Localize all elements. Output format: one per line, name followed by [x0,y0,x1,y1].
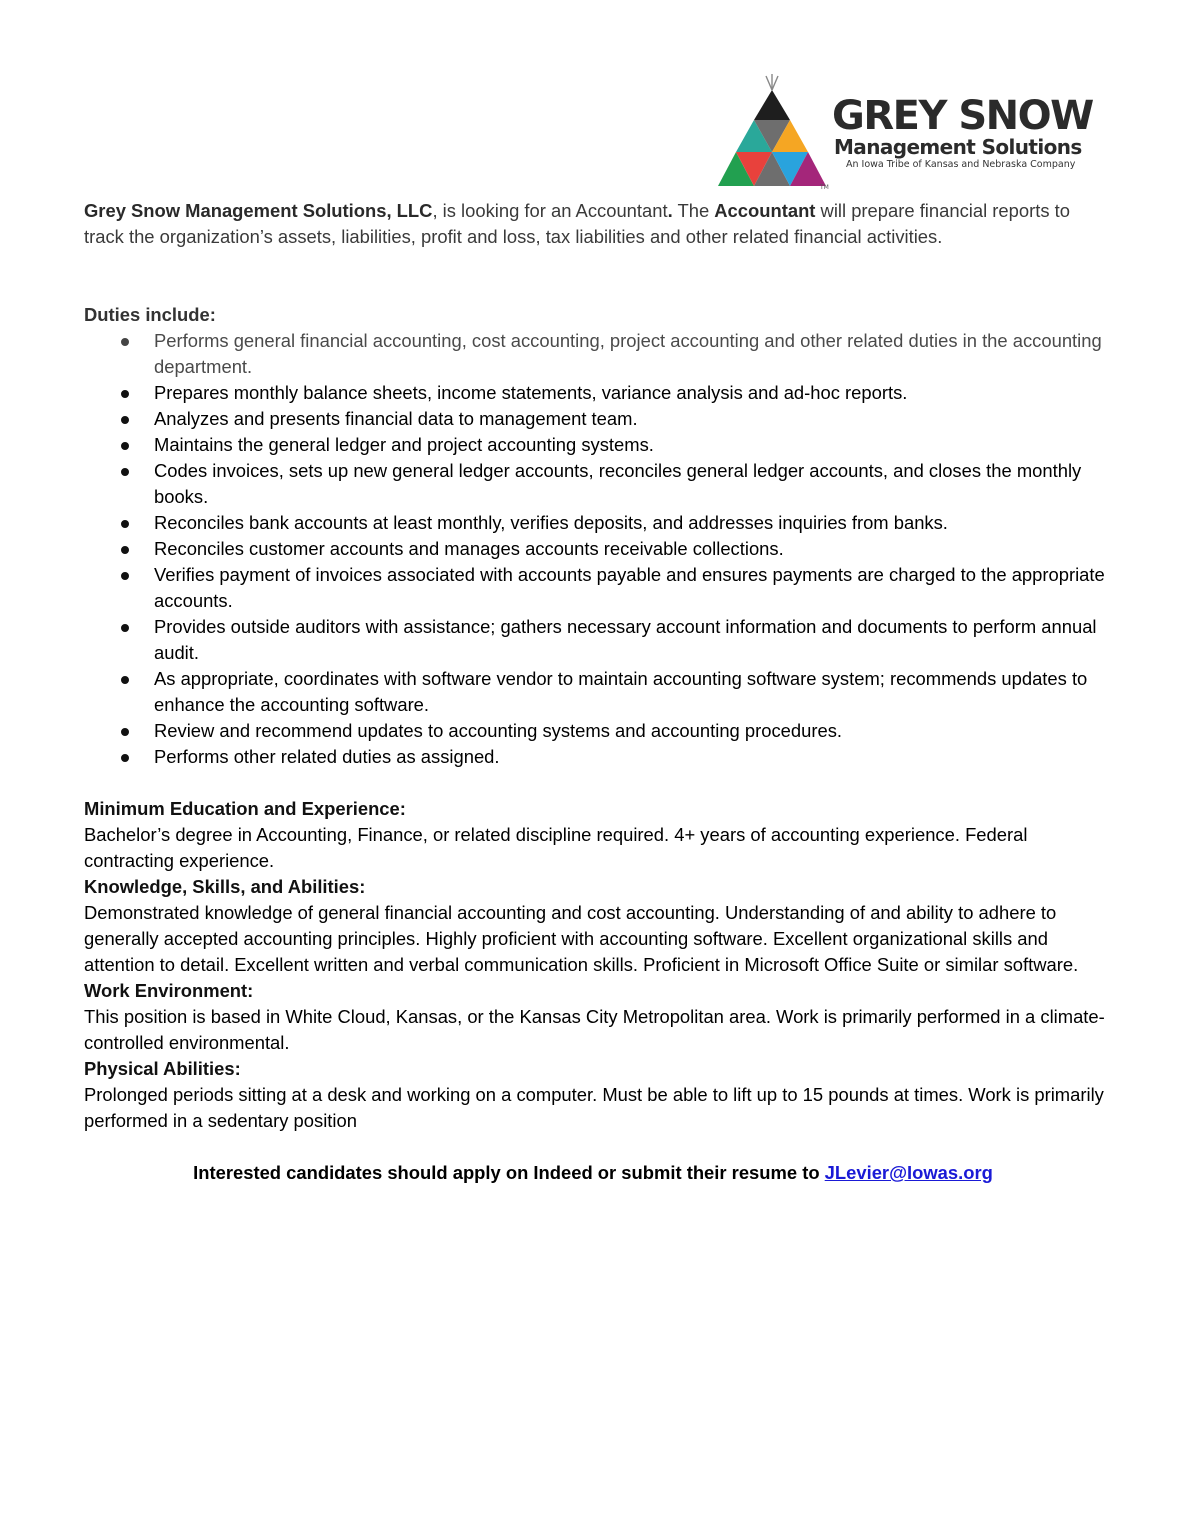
document-body [84,198,1114,1204]
duties-list [84,328,1114,770]
duty-text: Verifies payment of invoices associated with accounts payable and ensures payments are charged to the appropriate accounts. [154,564,1105,611]
bullet-icon [121,390,129,398]
work-environment-heading: Work Environment: [84,980,254,1001]
duty-item [84,718,1114,744]
education-heading: Minimum Education and Experience: [84,798,406,819]
duty-text: Performs other related duties as assigned. [154,746,500,767]
bullet-icon [121,676,129,684]
bullet-icon [121,572,129,580]
duty-item [84,328,1114,380]
duty-item [84,666,1114,718]
duty-item [84,744,1114,770]
duty-text: Performs general financial accounting, cost accounting, project accounting and other related duties in the accounting department. [154,330,1102,377]
duty-item [84,510,1114,536]
intro-text-3: will prepare financial reports to track the organization’s assets, liabilities, profit and loss, tax liabilities and other related financial activities. [84,200,1070,247]
tipi-triangle-logo-icon [716,72,836,192]
duty-item [84,562,1114,614]
bullet-icon [121,338,129,346]
intro-text-2: The [672,200,715,221]
duty-text: Reconciles customer accounts and manages accounts receivable collections. [154,538,784,559]
trademark-mark: TM [820,184,829,191]
duty-text: Prepares monthly balance sheets, income statements, variance analysis and ad-hoc reports. [154,382,908,403]
logo-wordmark [832,94,1122,171]
ksa-heading: Knowledge, Skills, and Abilities: [84,876,366,897]
physical-abilities-heading: Physical Abilities: [84,1058,241,1079]
duty-item [84,614,1114,666]
ksa-body: Demonstrated knowledge of general financial accounting and cost accounting. Understanding of and ability to adhere to generally accepted accounting principles. Highly proficient with accounting software. Excellent organizational skills and attention to detail. Excellent written and verbal communication skills. Proficient in Microsoft Office Suite or similar software. [84,902,1079,975]
duty-item [84,406,1114,432]
intro-period: . [667,200,673,221]
company-logo [716,72,1116,192]
work-environment-body: This position is based in White Cloud, Kansas, or the Kansas City Metropolitan area. Work is primarily performed in a climate-controlled environmental. [84,1006,1105,1053]
cta-text: Interested candidates should apply on Indeed or submit their resume to [193,1162,825,1183]
bullet-icon [121,624,129,632]
duty-text: Review and recommend updates to accounting systems and accounting procedures. [154,720,842,741]
duty-item [84,458,1114,510]
bullet-icon [121,520,129,528]
bullet-icon [121,416,129,424]
duty-item [84,536,1114,562]
bullet-icon [121,728,129,736]
bullet-icon [121,442,129,450]
education-body: Bachelor’s degree in Accounting, Finance, or related discipline required. 4+ years of accounting experience. Federal contracting experience. [84,824,1028,871]
duties-heading: Duties include: [84,304,216,325]
apply-call-to-action [78,1160,1108,1186]
intro-paragraph [84,198,1114,250]
logo-tagline: An Iowa Tribe of Kansas and Nebraska Company [846,159,1076,170]
duty-text: Codes invoices, sets up new general ledger accounts, reconciles general ledger accounts, and closes the monthly books. [154,460,1082,507]
company-name: Grey Snow Management Solutions, LLC [84,200,433,221]
duty-text: Provides outside auditors with assistance; gathers necessary account information and documents to perform annual audit. [154,616,1097,663]
email-link[interactable]: JLevier@Iowas.org [824,1162,993,1183]
duty-text: Analyzes and presents financial data to management team. [154,408,638,429]
role-title: Accountant [714,200,816,221]
duty-text: Maintains the general ledger and project accounting systems. [154,434,654,455]
duty-item [84,380,1114,406]
bullet-icon [121,468,129,476]
duty-text: Reconciles bank accounts at least monthly, verifies deposits, and addresses inquiries from banks. [154,512,948,533]
bullet-icon [121,754,129,762]
logo-subtitle: Management Solutions [834,135,1082,159]
intro-text-1: , is looking for an Accountant [432,200,668,221]
bullet-icon [121,546,129,554]
logo-title: GREY SNOW [832,93,1093,139]
duty-item [84,432,1114,458]
physical-abilities-body: Prolonged periods sitting at a desk and working on a computer. Must be able to lift up to 15 pounds at times. Work is primarily performed in a sedentary position [84,1084,1104,1131]
duty-text: As appropriate, coordinates with software vendor to maintain accounting software system; recommends updates to enhance the accounting software. [154,668,1088,715]
